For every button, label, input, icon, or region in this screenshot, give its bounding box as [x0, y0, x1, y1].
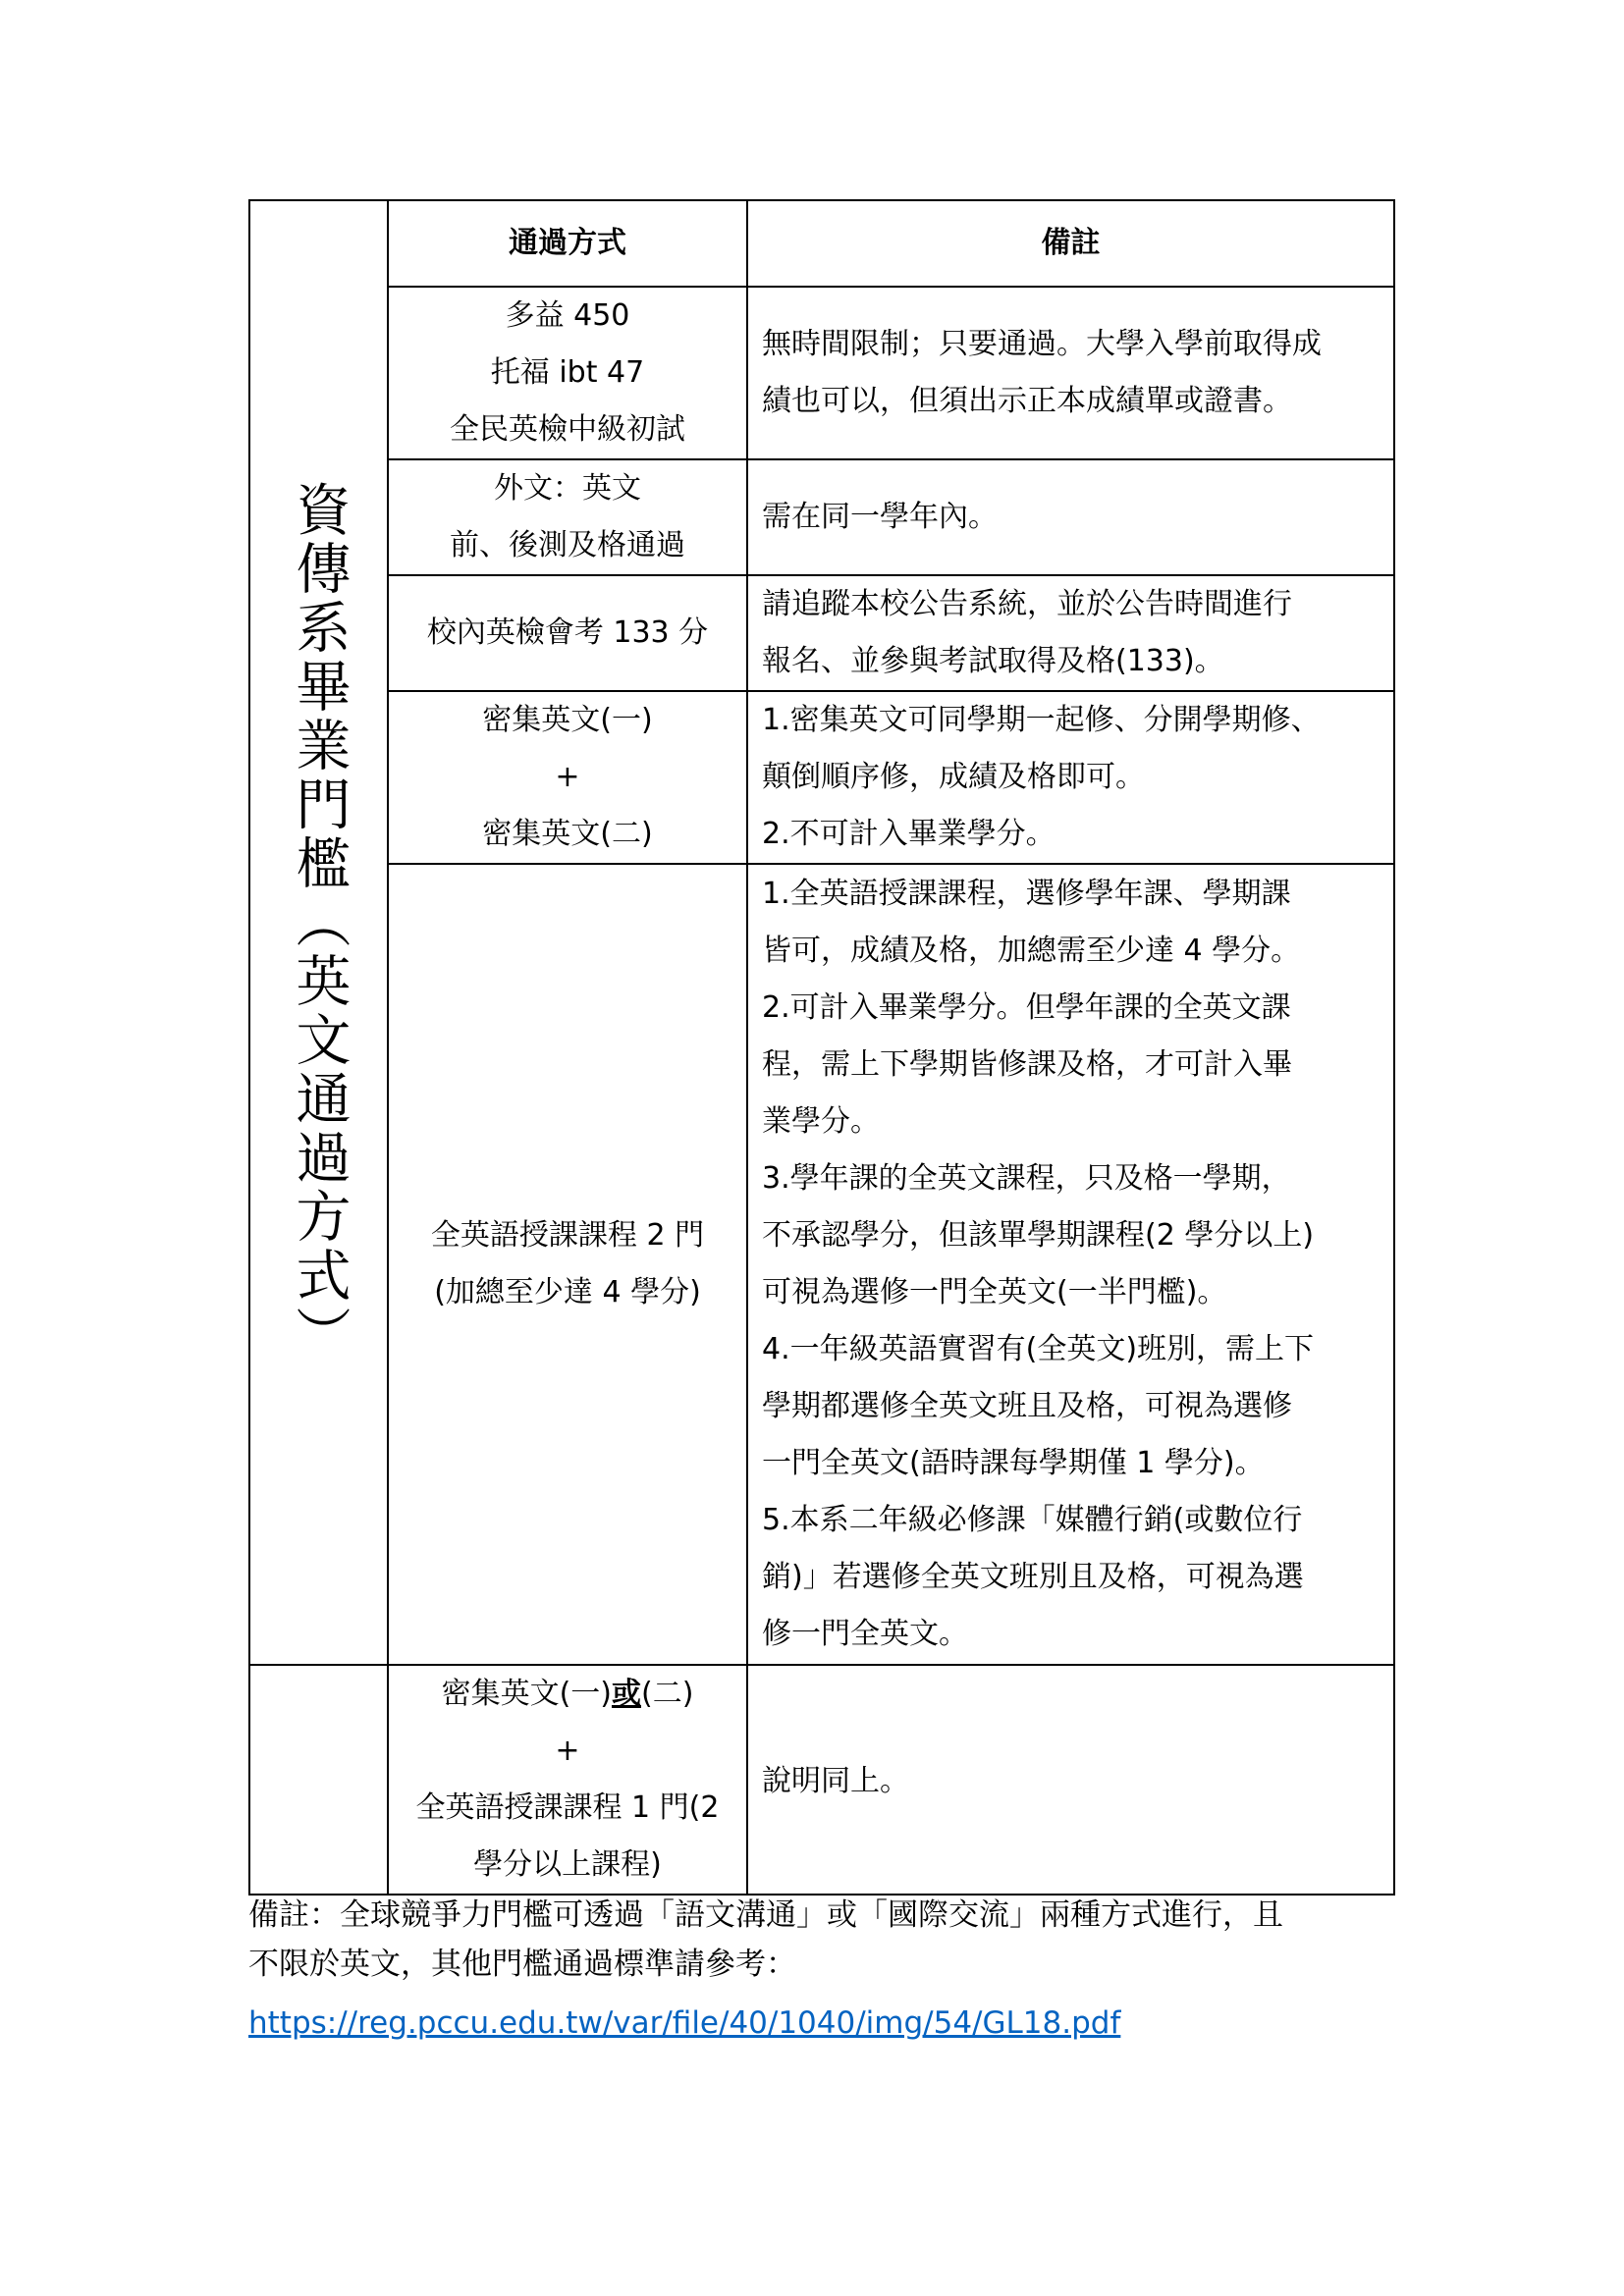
note-line: 5.本系二年級必修課「媒體行銷(或數位行: [762, 1503, 1303, 1537]
method-line: 密集英文(二): [482, 817, 653, 851]
note-line: 績也可以，但須出示正本成績單或證書。: [762, 384, 1292, 418]
method-line: 全英語授課課程 2 門: [430, 1218, 705, 1253]
note-line: 修一門全英文。: [762, 1617, 968, 1651]
or-emphasis: 或: [612, 1677, 641, 1711]
table-row: [249, 575, 1394, 691]
side-title-cell: [249, 200, 388, 1665]
footnote: [248, 1891, 1393, 2048]
graduation-threshold-table: [248, 199, 1395, 1896]
note-line: 學期都選修全英文班且及格，可視為選修: [762, 1389, 1292, 1423]
method-line: +: [555, 1734, 580, 1768]
table-row: [249, 287, 1394, 459]
method-line: 前、後測及格通過: [450, 528, 685, 562]
note-cell: [747, 287, 1394, 459]
note-line: 銷)」若選修全英文班別且及格，可視為選: [762, 1560, 1304, 1594]
note-line: 報名、並參與考試取得及格(133)。: [762, 644, 1224, 678]
method-line: 托福 ibt 47: [490, 355, 645, 390]
note-line: 2.可計入畢業學分。但學年課的全英文課: [762, 990, 1291, 1025]
method-line: 外文：英文: [494, 471, 641, 506]
empty-side-cell: [249, 1665, 388, 1895]
method-line: 多益 450: [505, 298, 630, 333]
method-line: +: [555, 760, 580, 794]
method-line: [389, 1666, 746, 1723]
note-cell: [747, 575, 1394, 691]
note-line: 不承認學分，但該單學期課程(2 學分以上): [762, 1218, 1315, 1253]
method-line: 全英語授課課程 1 門(2: [415, 1790, 720, 1825]
note-cell: [747, 1665, 1394, 1895]
method-cell: [388, 691, 747, 864]
note-line: 一門全英文(語時課每學期僅 1 學分)。: [762, 1446, 1265, 1480]
reference-link[interactable]: https://reg.pccu.edu.tw/var/file/40/1040/img/54/GL18.pdf: [248, 2005, 1121, 2041]
side-title: 資傳系畢業門檻（英文通過方式）: [287, 481, 352, 1364]
header-note: 備註: [747, 200, 1394, 287]
note-line: 說明同上。: [762, 1764, 909, 1798]
method-line: (加總至少達 4 學分): [434, 1275, 701, 1309]
note-line: 需在同一學年內。: [762, 500, 998, 534]
method-text: 密集英文(一): [441, 1677, 612, 1711]
method-line: 密集英文(一): [482, 703, 653, 737]
method-cell: [388, 864, 747, 1665]
note-line: 皆可，成績及格，加總需至少達 4 學分。: [762, 934, 1301, 968]
note-line: 業學分。: [762, 1104, 880, 1139]
table-row: [249, 459, 1394, 575]
method-cell: [388, 1665, 747, 1895]
footnote-line: 不限於英文，其他門檻通過標準請參考：: [248, 1947, 796, 1982]
method-text: (二): [641, 1677, 694, 1711]
method-cell: [388, 575, 747, 691]
note-line: 請追蹤本校公告系統，並於公告時間進行: [762, 587, 1292, 621]
method-cell: [388, 287, 747, 459]
note-line: 顛倒順序修，成績及格即可。: [762, 760, 1145, 794]
method-line: 校內英檢會考 133 分: [426, 615, 709, 650]
note-line: 3.學年課的全英文課程，只及格一學期，: [762, 1161, 1291, 1196]
note-line: 4.一年級英語實習有(全英文)班別，需上下: [762, 1332, 1315, 1366]
note-line: 2.不可計入畢業學分。: [762, 817, 1056, 851]
header-method: 通過方式: [388, 200, 747, 287]
note-line: 1.全英語授課課程，選修學年課、學期課: [762, 877, 1291, 911]
note-cell: [747, 864, 1394, 1665]
header-row: [249, 200, 1394, 287]
table-row: [249, 1665, 1394, 1895]
note-cell: [747, 691, 1394, 864]
note-cell: [747, 459, 1394, 575]
method-cell: [388, 459, 747, 575]
method-line: 全民英檢中級初試: [450, 412, 685, 447]
footnote-line: 備註：全球競爭力門檻可透過「語文溝通」或「國際交流」兩種方式進行，且: [248, 1897, 1283, 1933]
note-line: 程，需上下學期皆修課及格，才可計入畢: [762, 1047, 1292, 1082]
table-row: [249, 691, 1394, 864]
note-line: 1.密集英文可同學期一起修、分開學期修、: [762, 703, 1321, 737]
note-line: 可視為選修一門全英文(一半門檻)。: [762, 1275, 1227, 1309]
table-row: [249, 864, 1394, 1665]
note-line: 無時間限制；只要通過。大學入學前取得成: [762, 327, 1322, 361]
method-line: 學分以上課程): [473, 1847, 662, 1882]
